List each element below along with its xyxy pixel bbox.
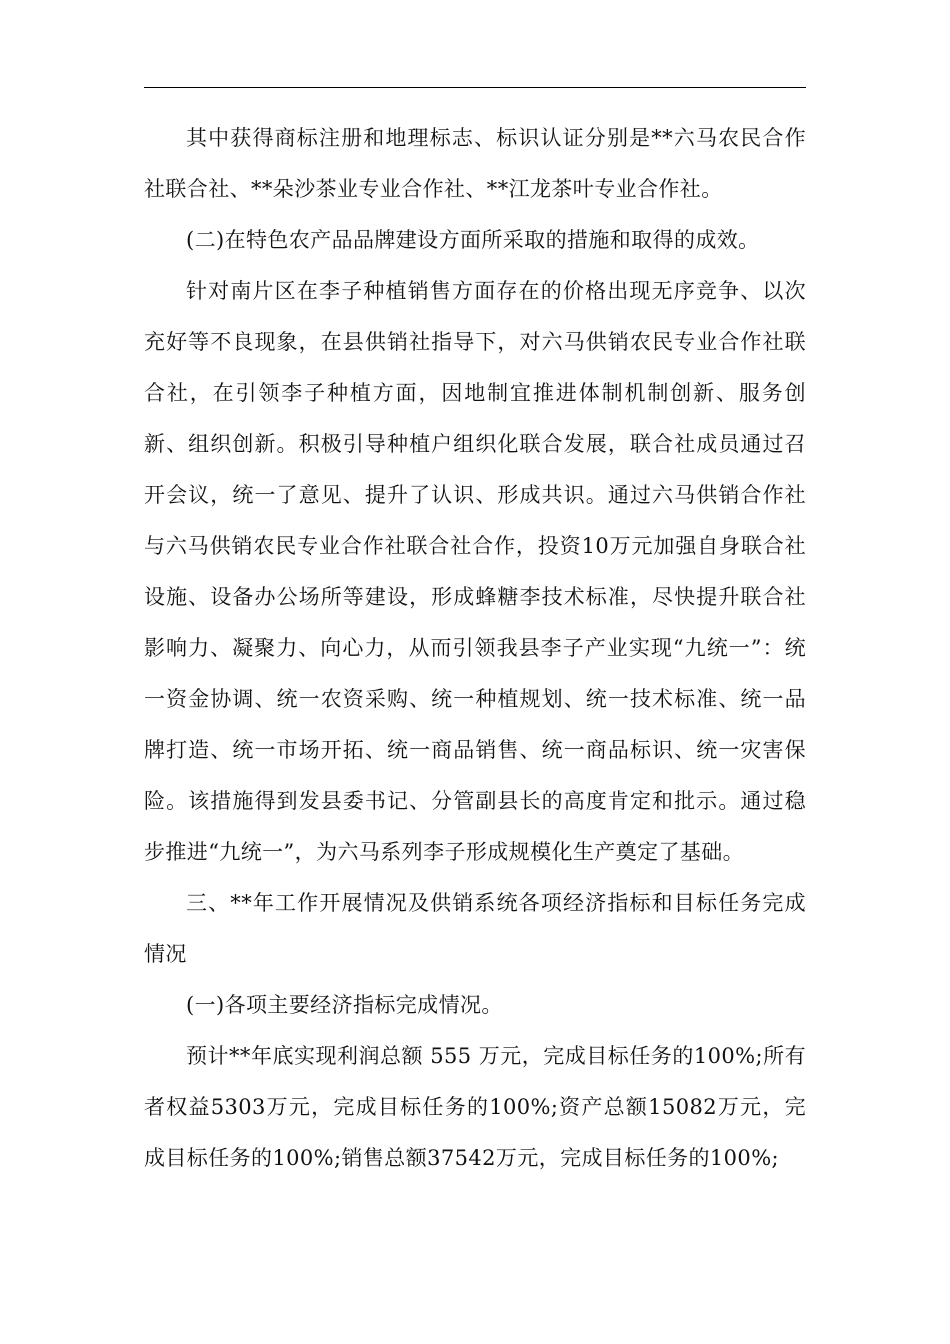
paragraph-trademark-list: 其中获得商标注册和地理标志、标识认证分别是**六马农民合作社联合社、**朵沙茶业专业合作社、**江龙茶叶专业合作社。 [144,126,806,201]
header-rule [144,87,806,88]
heading-economic-indicators: (一)各项主要经济指标完成情况。 [186,993,503,1017]
heading-section-three: 三、**年工作开展情况及供销系统各项经济指标和目标任务完成情况 [144,891,806,966]
paragraph-indicator-figures: 预计**年底实现利润总额 555 万元，完成目标任务的100%;所有者权益5303万元，完成目标任务的100%;资产总额15082万元，完成目标任务的100%;销售总额37542万元，完成目标任务的100%; [144,1044,806,1170]
document-body [144,113,806,1184]
heading-brand-measures: (二)在特色农产品品牌建设方面所采取的措施和取得的成效。 [186,228,760,252]
paragraph-plum-measures: 针对南片区在李子种植销售方面存在的价格出现无序竞争、以次充好等不良现象，在县供销社指导下，对六马供销农民专业合作社联合社，在引领李子种植方面，因地制宜推进体制机制创新、服务创新、组织创新。积极引导种植户组织化联合发展，联合社成员通过召开会议，统一了意见、提升了认识、形成共识。通过六马供销合作社与六马供销农民专业合作社联合社合作，投资10万元加强自身联合社设施、设备办公场所等建设，形成蜂糖李技术标准，尽快提升联合社影响力、凝聚力、向心力，从而引领我县李子产业实现“九统一”：统一资金协调、统一农资采购、统一种植规划、统一技术标准、统一品牌打造、统一市场开拓、统一商品销售、统一商品标识、统一灾害保险。该措施得到发县委书记、分管副县长的高度肯定和批示。通过稳步推进“九统一”，为六马系列李子形成规模化生产奠定了基础。 [144,279,806,864]
